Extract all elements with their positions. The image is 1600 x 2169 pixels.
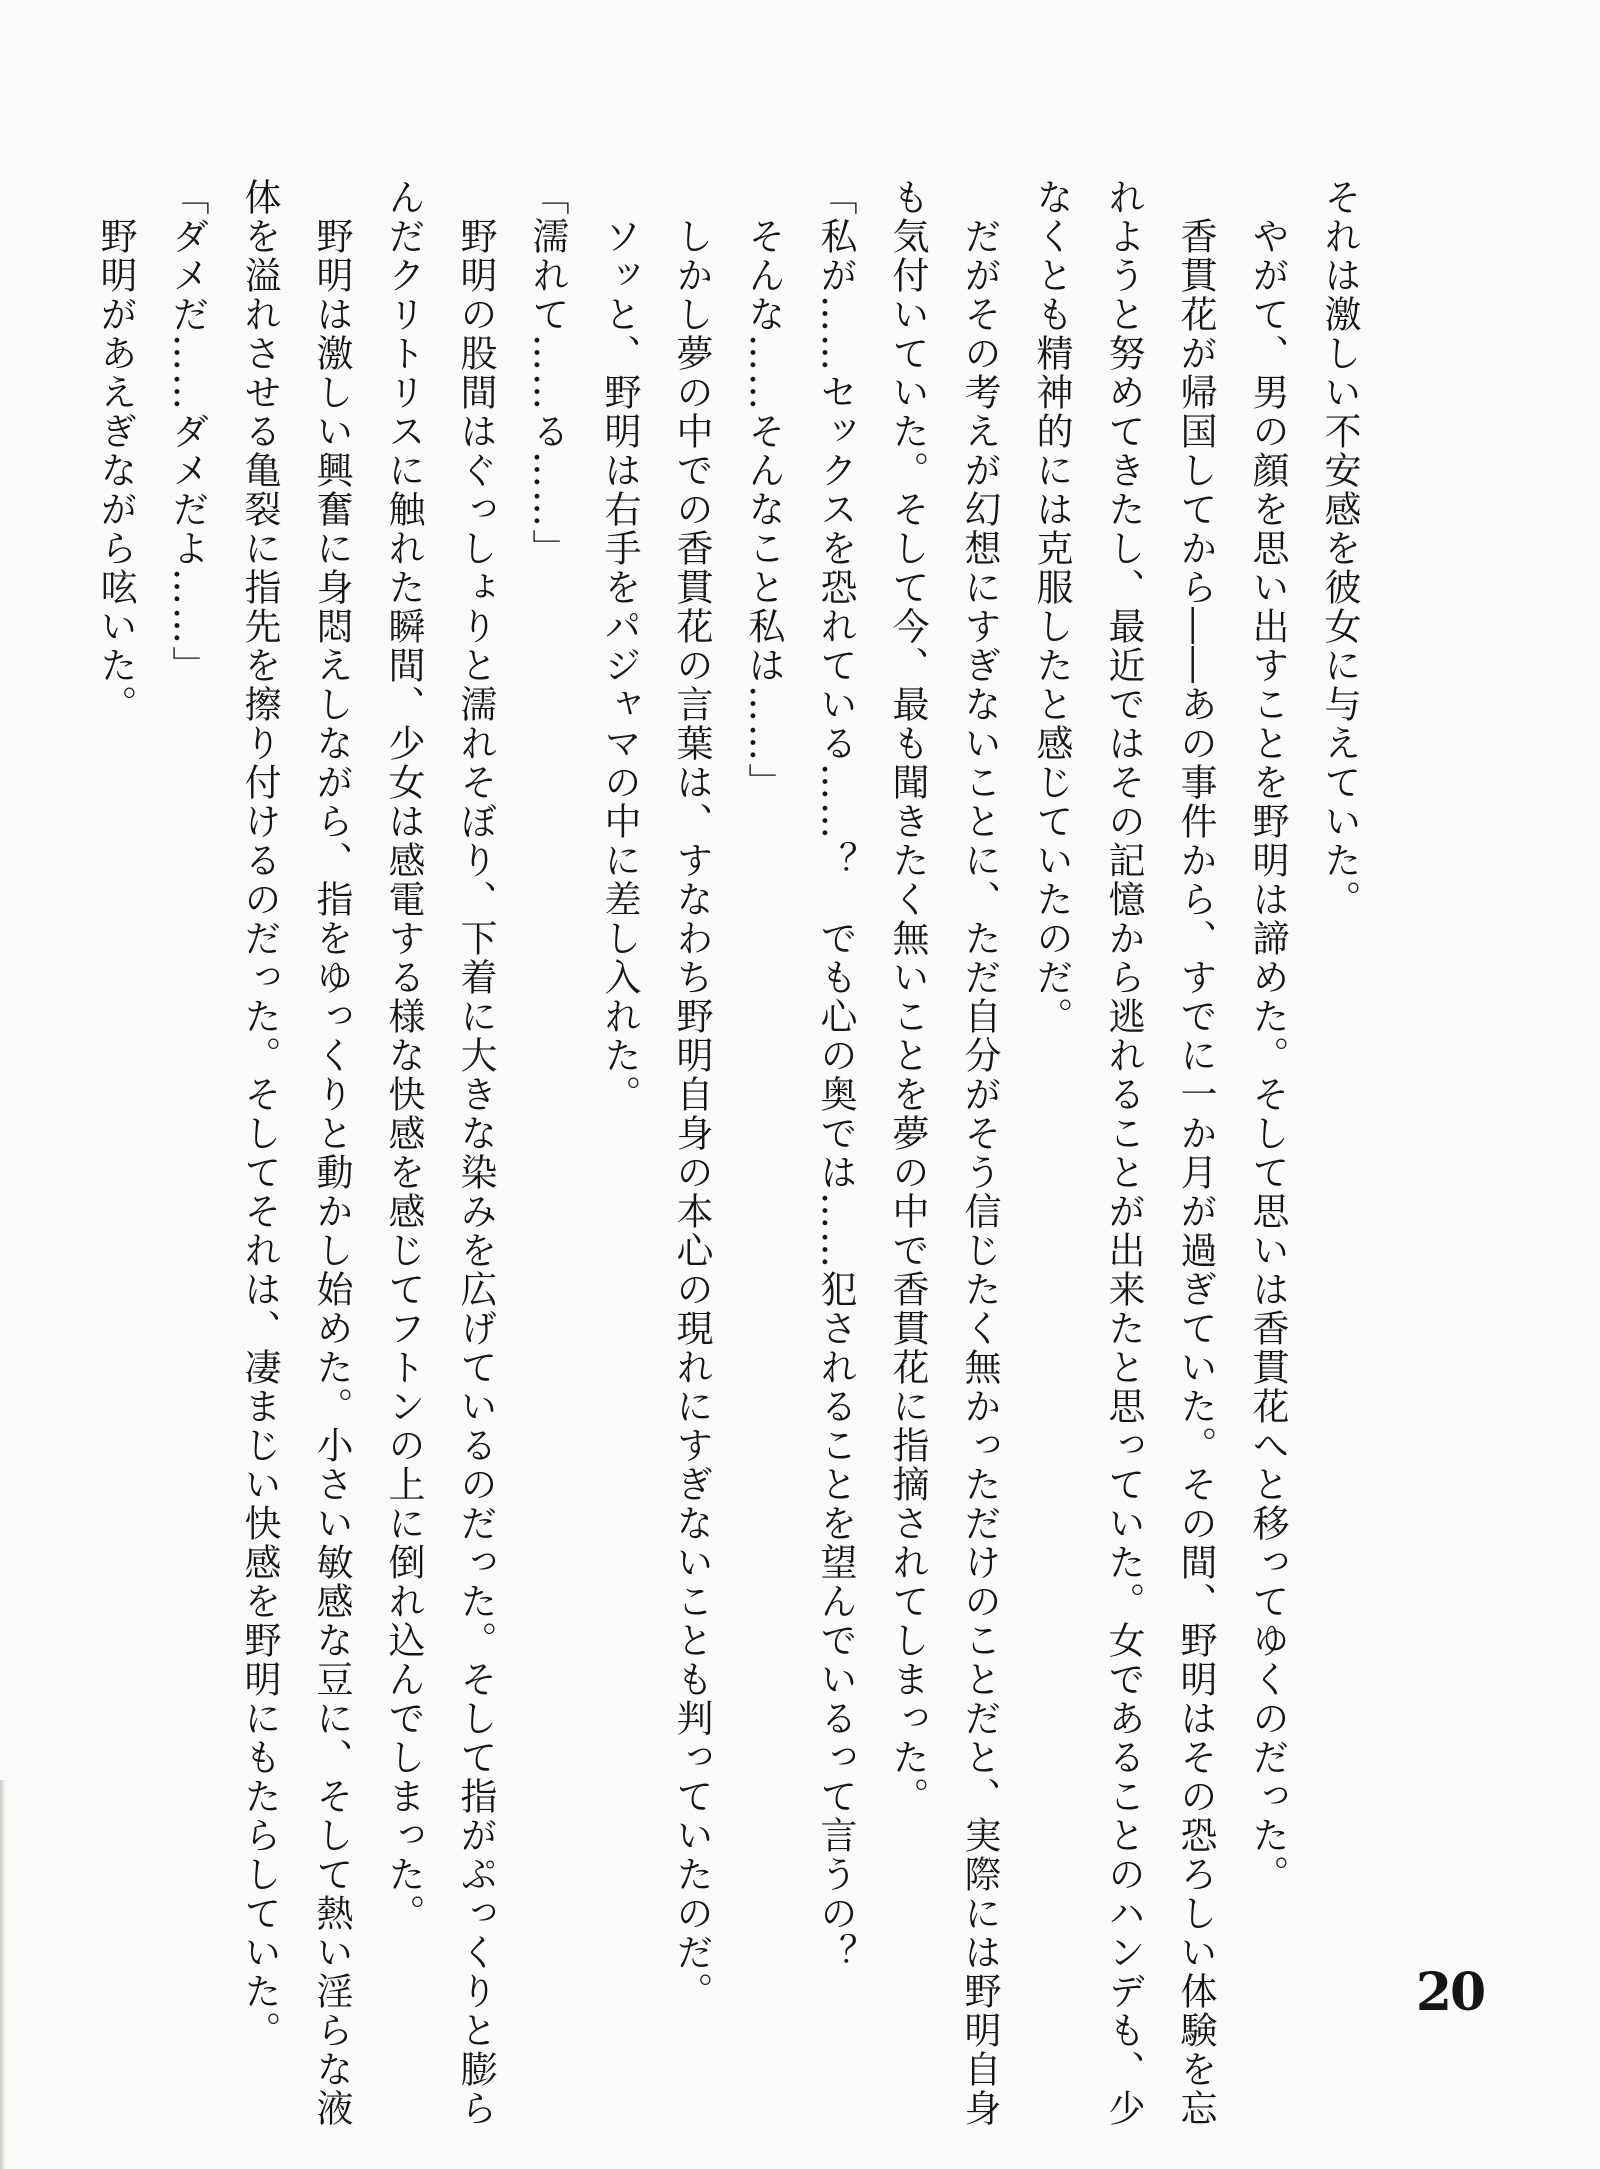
text-line: なくとも精神的には克服したと感じていたのだ。 bbox=[1030, 178, 1073, 1036]
text-line: 「ダメだ……ダメだよ……」 bbox=[166, 178, 209, 685]
text-line: しかし夢の中での香貫花の言葉は、すなわち野明自身の本心の現れにすぎないことも判っていたのだ。 bbox=[670, 178, 713, 2011]
text-line: んだクリトリスに触れた瞬間、少女は感電する様な快感を感じてフトンの上に倒れ込んでしまった。 bbox=[382, 178, 425, 1933]
text-line: それは激しい不安感を彼女に与えていた。 bbox=[1318, 178, 1361, 919]
body-text bbox=[79, 178, 1375, 2128]
text-line: 野明があえぎながら呟いた。 bbox=[94, 178, 137, 724]
text-line: れようと努めてきたし、最近ではその記憶から逃れることが出来たと思っていた。女であることのハンデも、少 bbox=[1102, 178, 1145, 2128]
text-line: 体を溢れさせる亀裂に指先を擦り付けるのだった。そしてそれは、凄まじい快感を野明にもたらしていた。 bbox=[238, 178, 281, 2050]
text-line: 野明は激しい興奮に身悶えしながら、指をゆっくりと動かし始めた。小さい敏感な豆に、そして熱い淫らな液 bbox=[310, 178, 353, 2128]
text-line: そんな……そんなこと私は……」 bbox=[742, 178, 785, 802]
scan-edge-shadow bbox=[0, 1780, 6, 2169]
text-line: だがその考えが幻想にすぎないことに、ただ自分がそう信じたく無かっただけのことだと、実際には野明自身 bbox=[958, 178, 1001, 2128]
text-line: 「私が……セックスを恐れている……？ でも心の奥では……犯されることを望んでいるって言うの？ bbox=[814, 178, 857, 1972]
text-line: も気付いていた。そして今、最も聞きたく無いことを夢の中で香貫花に指摘されてしまった。 bbox=[886, 178, 929, 1816]
page-number: 20 bbox=[1415, 1962, 1485, 2023]
text-line: ソッと、野明は右手をパジャマの中に差し入れた。 bbox=[598, 178, 641, 1114]
text-line: やがて、男の顔を思い出すことを野明は諦めた。そして思いは香貫花へと移ってゆくのだった。 bbox=[1246, 178, 1289, 1894]
text-line: 香貫花が帰国してから――あの事件から、すでに一か月が過ぎていた。その間、野明はその恐ろしい体験を忘 bbox=[1174, 178, 1217, 2128]
text-line: 野明の股間はぐっしょりと濡れそぼり、下着に大きな染みを広げているのだった。そして指がぷっくりと膨ら bbox=[454, 178, 497, 2128]
text-line: 「濡れて……る……」 bbox=[526, 178, 569, 568]
